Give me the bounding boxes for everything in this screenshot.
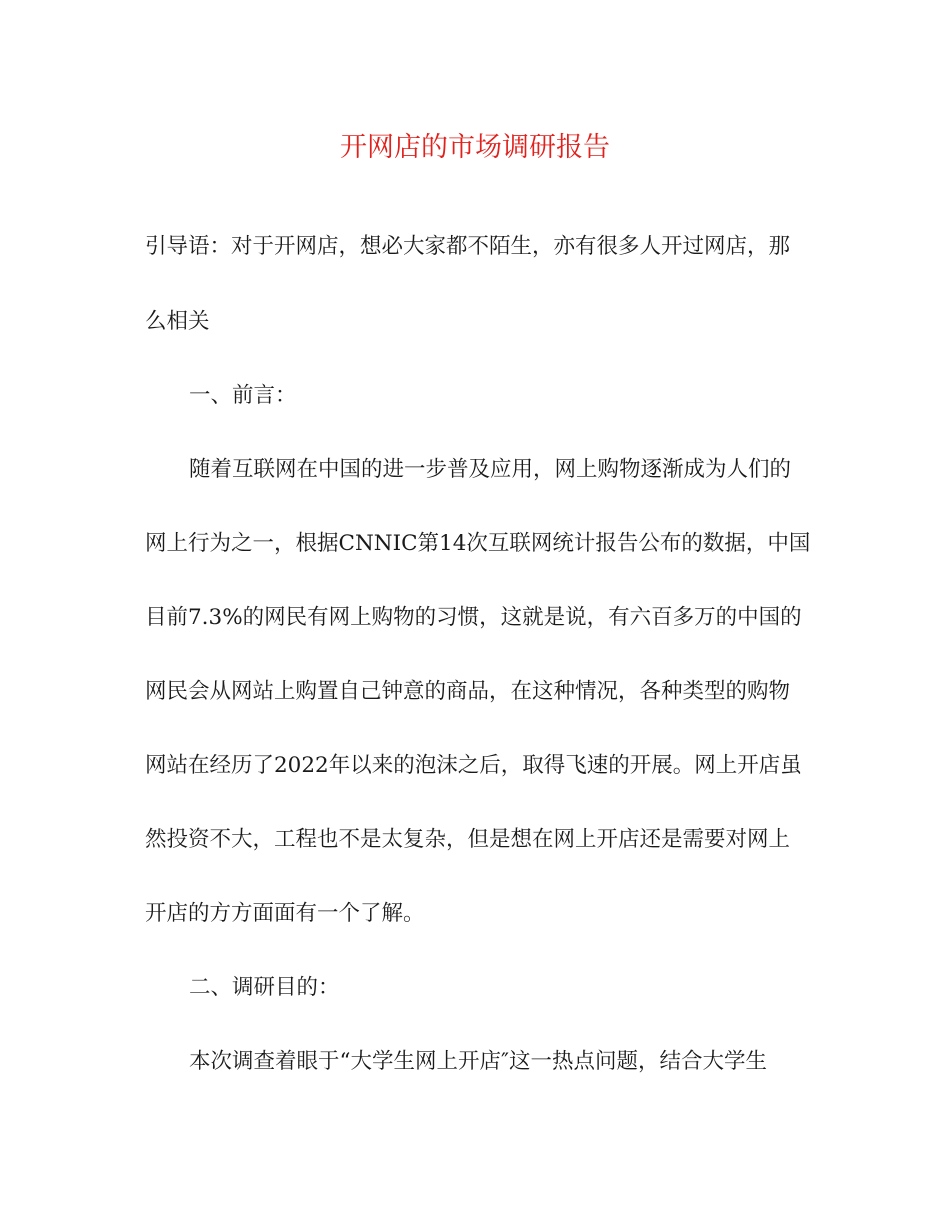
paragraph-line: 网站在经历了2022年以来的泡沫之后，取得飞速的开展。网上开店虽 xyxy=(145,753,802,778)
section-heading-purpose: 二、调研目的： xyxy=(189,975,340,1000)
document-title: 开网店的市场调研报告 xyxy=(340,132,610,163)
paragraph-line: 随着互联网在中国的进一步普及应用，网上购物逐渐成为人们的 xyxy=(189,457,792,482)
paragraph-line: 网民会从网站上购置自己钟意的商品，在这种情况，各种类型的购物 xyxy=(145,679,791,704)
intro-line-2: 么相关 xyxy=(145,309,210,334)
paragraph-line: 开店的方方面面有一个了解。 xyxy=(145,901,425,926)
paragraph-line: 本次调查着眼于“大学生网上开店″这一热点问题，结合大学生 xyxy=(189,1049,768,1074)
intro-line-1: 引导语：对于开网店，想必大家都不陌生，亦有很多人开过网店，那 xyxy=(145,234,791,259)
paragraph-line: 目前7.3%的网民有网上购物的习惯，这就是说，有六百多万的中国的 xyxy=(145,605,802,630)
paragraph-line: 网上行为之一，根据CNNIC第14次互联网统计报告公布的数据，中国 xyxy=(145,531,811,556)
section-heading-preface: 一、前言： xyxy=(189,383,297,408)
paragraph-line: 然投资不大，工程也不是太复杂，但是想在网上开店还是需要对网上 xyxy=(145,827,791,852)
